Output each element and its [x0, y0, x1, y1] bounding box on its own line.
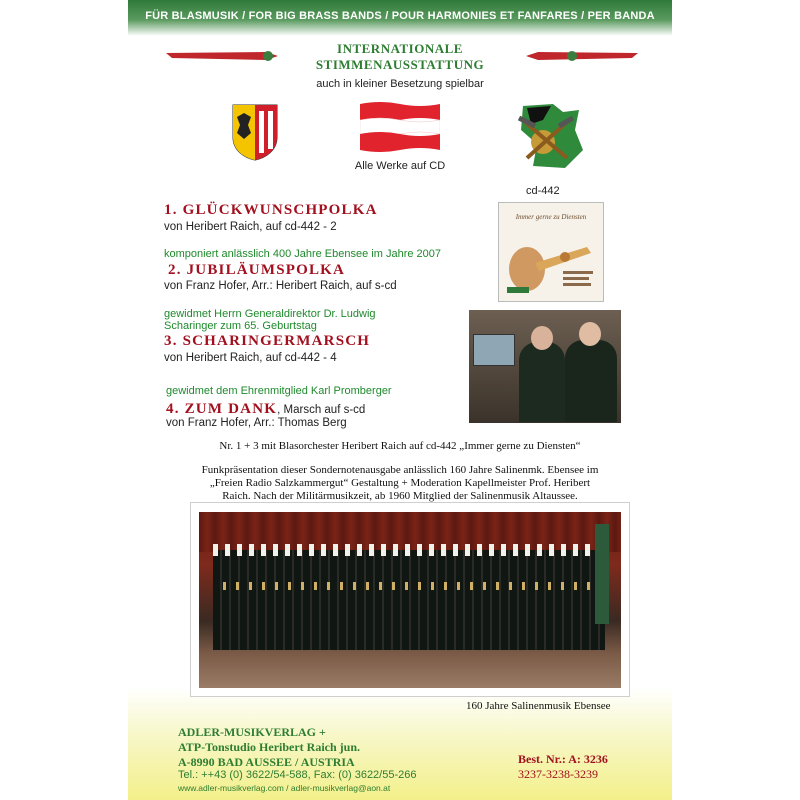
austria-flag-icon [360, 100, 440, 154]
work-4-title-suffix: , Marsch auf s-cd [277, 404, 366, 416]
note-line-3: „Freien Radio Salzkammergut“ Gestaltung + Moderation Kapellmeister Prof. Heribert [209, 477, 591, 489]
headline-1: INTERNATIONALE [337, 41, 463, 56]
leaflet-page [128, 0, 672, 800]
note-line-4: Raich. Nach der Militärmusikzeit, ab 1960 Mitglied der Salinenmusik Altaussee. [222, 490, 578, 502]
headline-2: STIMMENAUSSTATTUNG [315, 57, 485, 72]
trumpet-icon [505, 227, 597, 295]
conductors-photo [469, 310, 621, 423]
work-4-byline: von Franz Hofer, Arr.: Thomas Berg [166, 417, 347, 429]
person-right [565, 340, 617, 422]
band-flag [595, 524, 609, 624]
band-photo-caption: 160 Jahre Salinenmusik Ebensee [466, 700, 611, 712]
musicians-group [213, 550, 605, 650]
publisher-line-1: ADLER-MUSIKVERLAG + [178, 725, 326, 739]
coat-of-arms-icon [231, 103, 279, 161]
work-4-title: 4. ZUM DANK [166, 401, 278, 417]
hat-plumes [213, 544, 605, 556]
phone-fax: Tel.: ++43 (0) 3622/54-588, Fax: (0) 3622/55-266 [178, 769, 417, 781]
publisher-line-2: ATP-Tonstudio Heribert Raich jun. [178, 740, 361, 754]
work-3-byline: von Heribert Raich, auf cd-442 - 4 [164, 352, 337, 364]
cd-note: Alle Werke auf CD [354, 160, 446, 172]
work-1-title: 1. GLÜCKWUNSCHPOLKA [164, 202, 378, 218]
person-left [519, 342, 565, 422]
band-photo-frame [190, 502, 630, 697]
work-2-title: 2. JUBILÄUMSPOLKA [168, 262, 346, 278]
note-line-1: Nr. 1 + 3 mit Blasorchester Heribert Raich auf cd-442 „Immer gerne zu Diensten“ [219, 440, 581, 452]
person-left-head [531, 326, 553, 350]
banner-text: FÜR BLASMUSIK / FOR BIG BRASS BANDS / POUR HARMONIES ET FANFARES / PER BANDA [145, 10, 655, 22]
work-2-byline: von Franz Hofer, Arr.: Heribert Raich, auf s-cd [164, 280, 397, 292]
instruments [213, 582, 605, 590]
work-3-dedication-1: gewidmet Herrn Generaldirektor Dr. Ludwig [164, 308, 376, 320]
work-3-title: 3. SCHARINGERMARSCH [164, 333, 371, 349]
order-number-more: 3237-3238-3239 [518, 767, 598, 781]
band-photo [199, 512, 621, 688]
note-line-2: Funkpräsentation dieser Sondernotenausgabe anlässlich 160 Jahre Salinenmk. Ebensee im [201, 464, 599, 476]
work-4-dedication: gewidmet dem Ehrenmitglied Karl Promberger [166, 385, 392, 397]
cd-label: cd-442 [526, 185, 560, 197]
work-1-byline: von Heribert Raich, auf cd-442 - 2 [164, 221, 337, 233]
subline: auch in kleiner Besetzung spielbar [316, 78, 484, 90]
website-email[interactable]: www.adler-musikverlag.com / adler-musikverlag@aon.at [178, 783, 391, 793]
monitor-shape [473, 334, 515, 366]
person-right-head [579, 322, 601, 346]
work-4-title-line [166, 400, 365, 418]
miners-emblem-icon [513, 100, 585, 172]
publisher-line-3: A-8990 BAD AUSSEE / AUSTRIA [178, 755, 355, 769]
cd-cover-image [498, 202, 604, 302]
work-3-dedication-2: Scharinger zum 65. Geburtstag [164, 320, 317, 332]
cd-cover-title: Immer gerne zu Diensten [515, 213, 587, 221]
work-2-dedication: komponiert anlässlich 400 Jahre Ebensee im Jahre 2007 [164, 248, 441, 260]
order-number: Best. Nr.: A: 3236 [518, 752, 608, 766]
